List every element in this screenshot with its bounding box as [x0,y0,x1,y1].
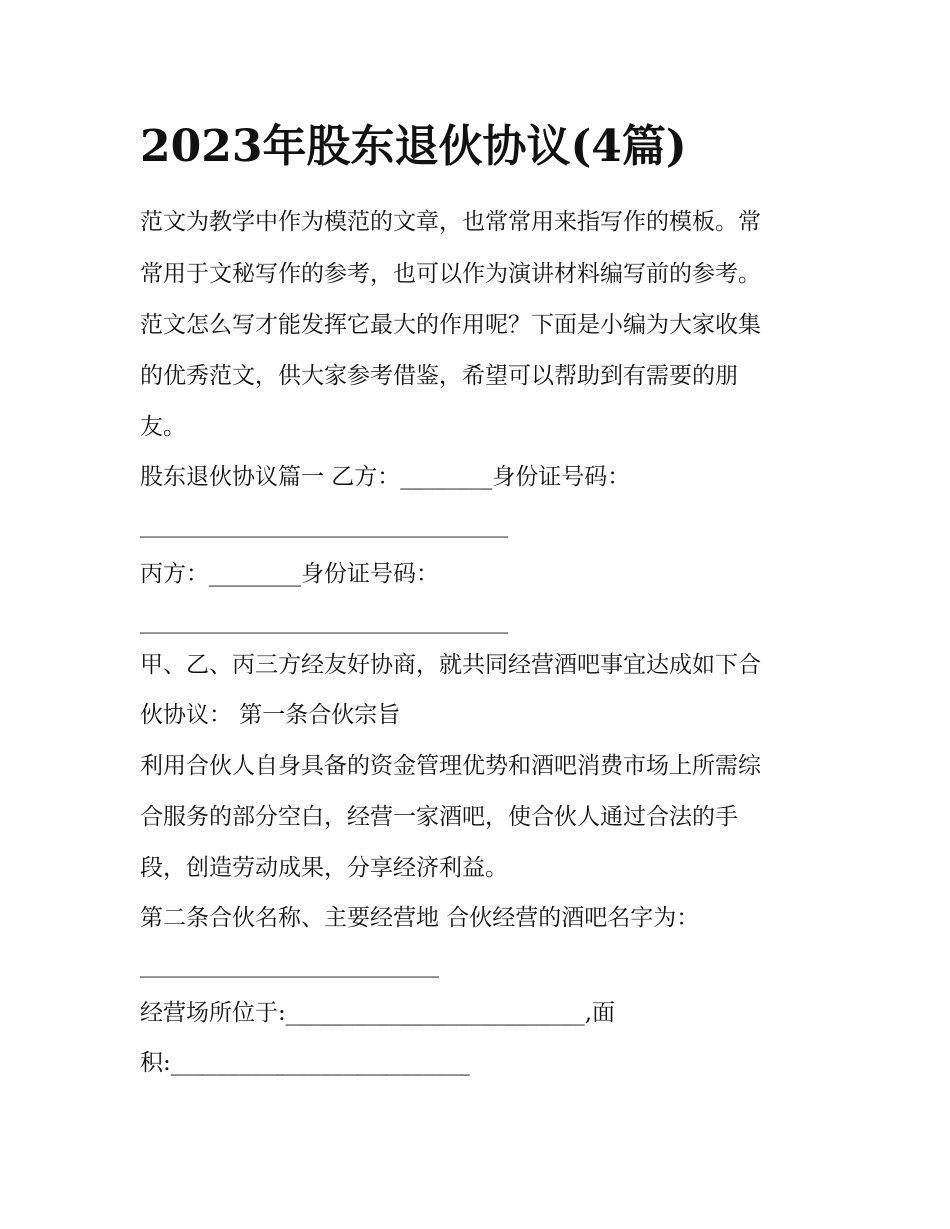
text-line: 利用合伙人自身具备的资金管理优势和酒吧消费市场上所需综 [140,753,761,779]
text-line: 积:__________________________ [140,1050,470,1076]
text-line: 第二条合伙名称、主要经营地 合伙经营的酒吧名字为： [140,905,700,931]
blank-line: ________________________________ [140,512,508,538]
text-line: 范文为教学中作为模范的文章，也常常用来指写作的模板。常 [140,209,761,235]
text-line: 合服务的部分空白，经营一家酒吧，使合伙人通过合法的手 [140,804,738,830]
text-line: 经营场所位于:__________________________,面 [140,1000,616,1026]
text-line: 丙方：________身份证号码： [140,561,439,587]
text-line: 甲、乙、丙三方经友好协商，就共同经营酒吧事宜达成如下合 [140,652,761,678]
document-title: 2023年股东退伙协议(4篇) [140,121,687,172]
text-line: 股东退伙协议篇一 乙方：________身份证号码： [140,464,631,490]
blank-line: ________________________________ [140,608,508,634]
text-line: 友。 [140,414,186,440]
text-line: 常用于文秘写作的参考，也可以作为演讲材料编写前的参考。 [140,261,761,287]
text-line: 的优秀范文，供大家参考借鉴，希望可以帮助到有需要的朋 [140,363,738,389]
text-line: 段，创造劳动成果，分享经济利益。 [140,855,508,881]
text-line: 范文怎么写才能发挥它最大的作用呢？下面是小编为大家收集 [140,312,761,338]
text-line: 伙协议： 第一条合伙宗旨 [140,702,401,728]
blank-line: __________________________ [140,952,439,978]
